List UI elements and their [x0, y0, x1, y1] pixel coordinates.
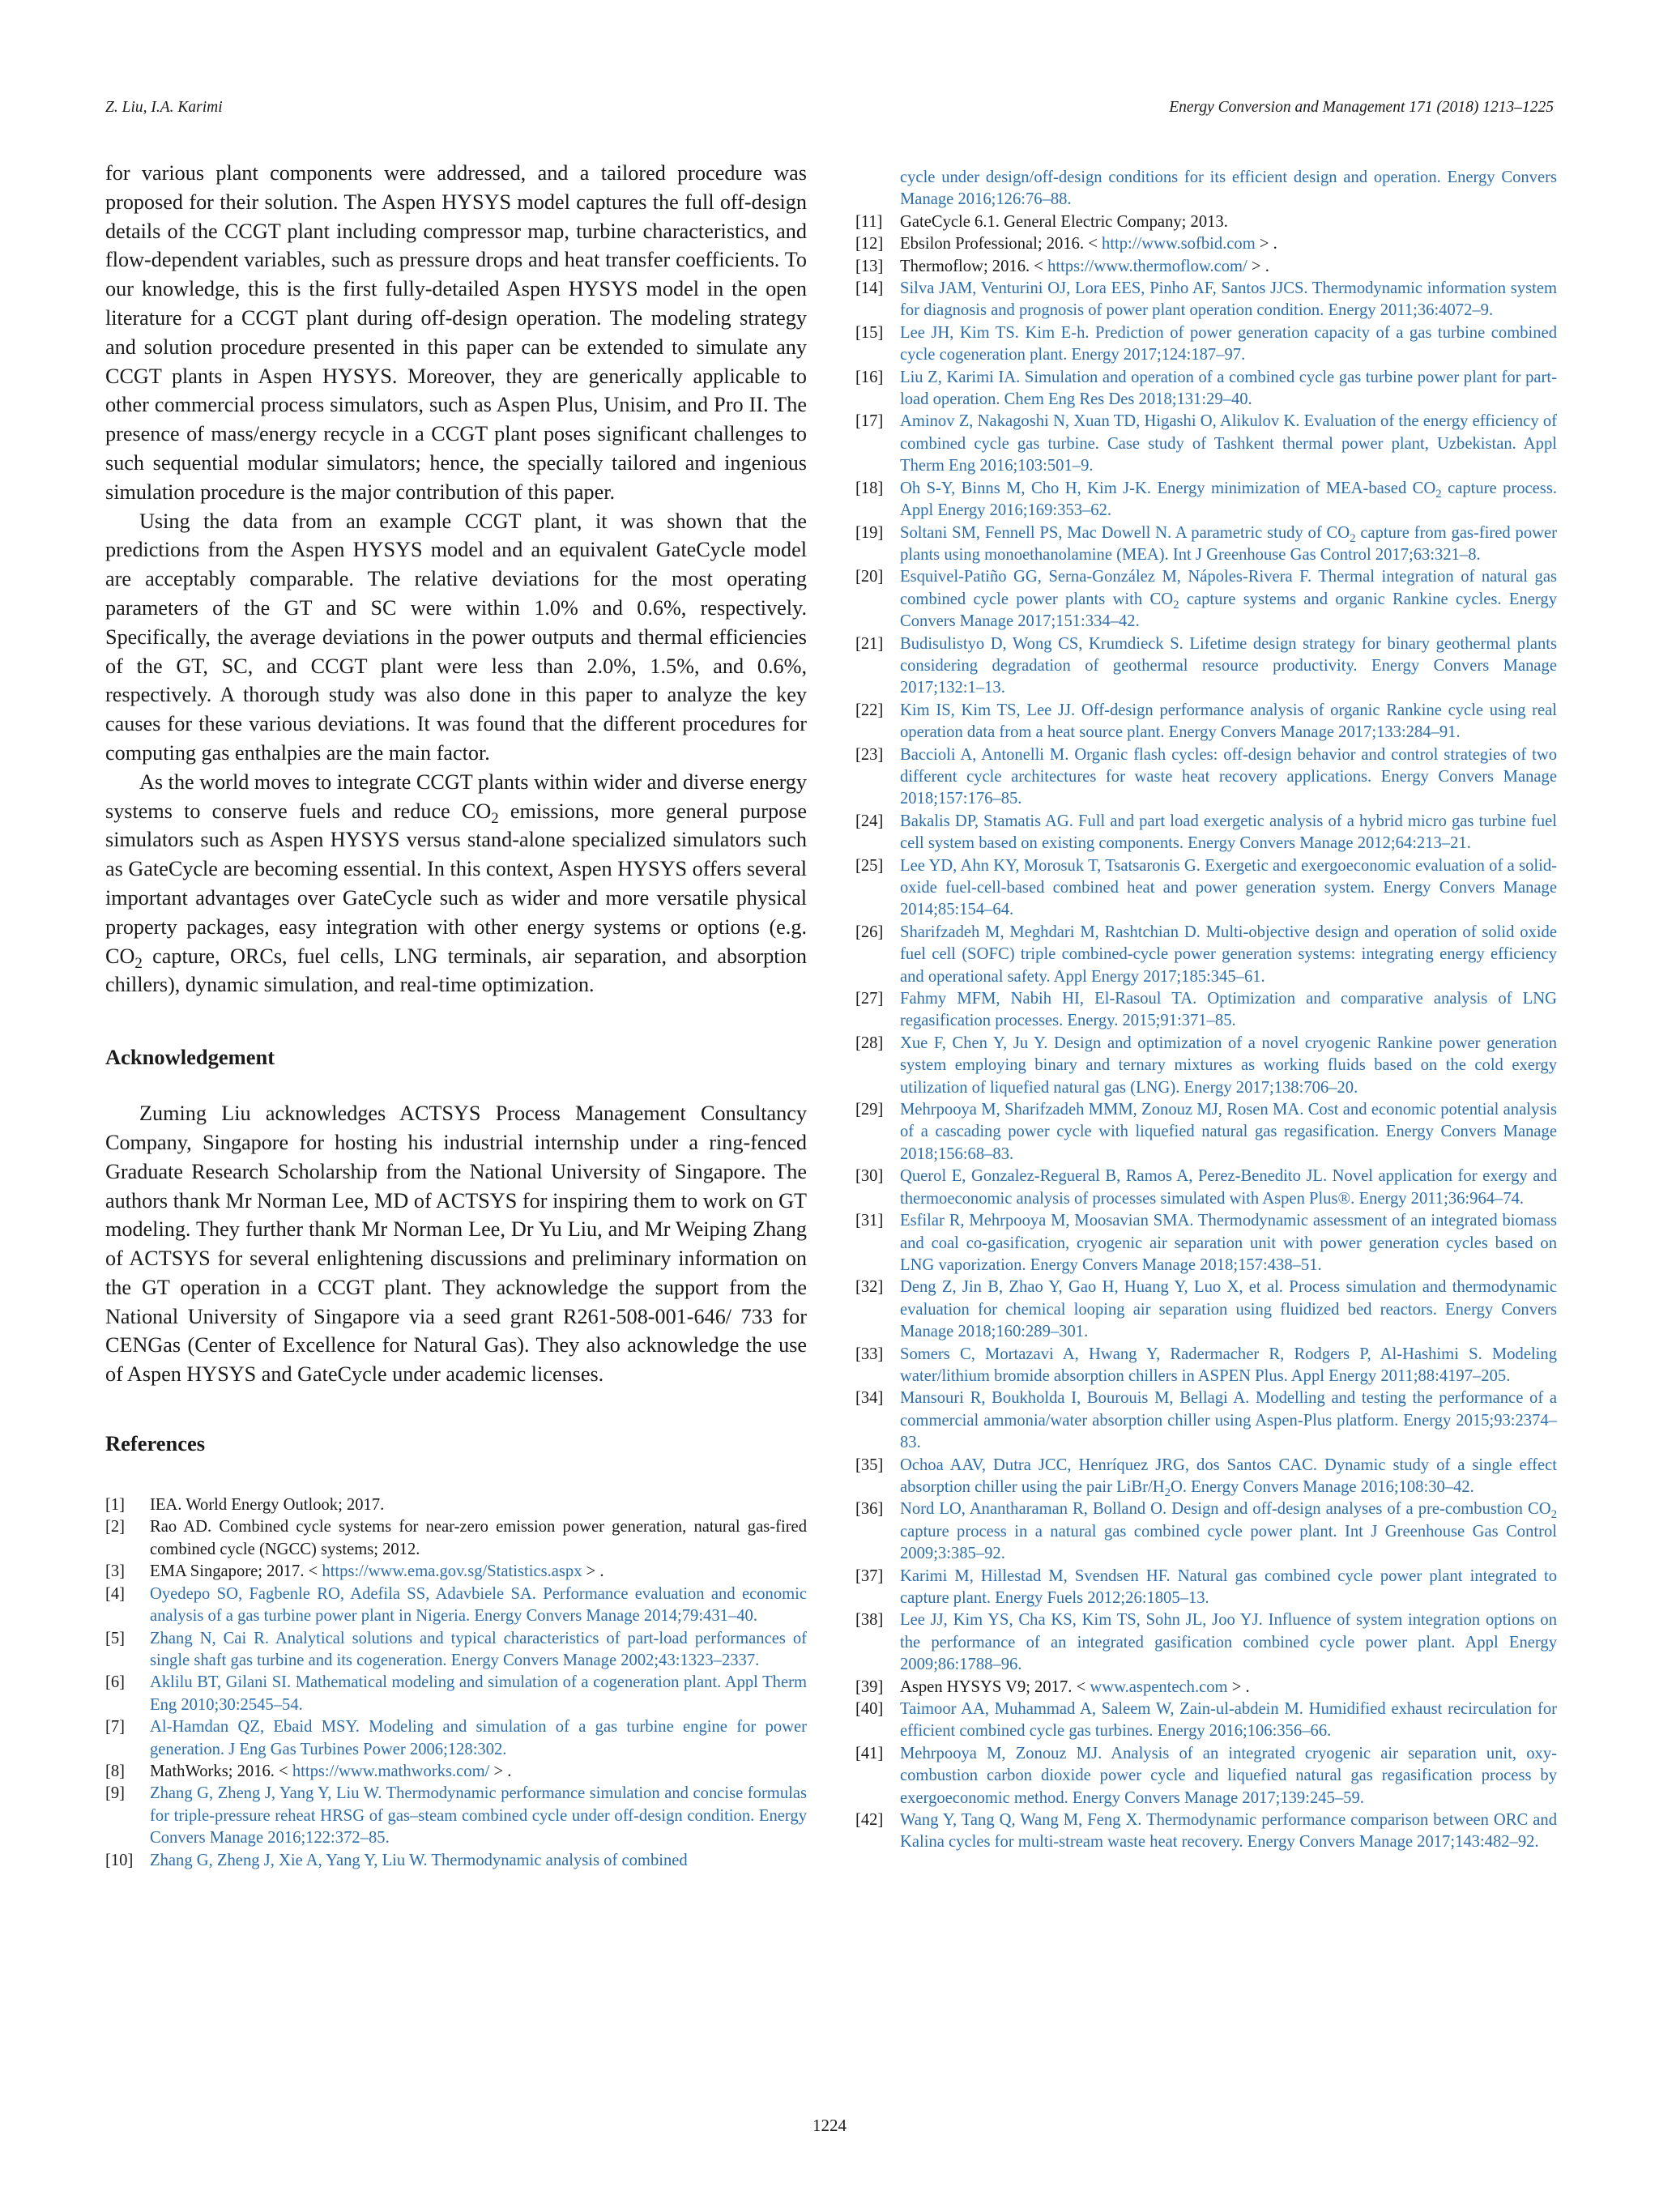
reference-24[interactable] — [855, 811, 1557, 855]
reference-text-part: Nord LO, Anantharaman R, Bolland O. Design and off-design analyses of a pre-combustion CO — [900, 1500, 1551, 1519]
para3-part-b: emissions, more general purpose simulators such as Aspen HYSYS versus stand-alone specialized simulators such as GateCycle are becoming essential. In this context, Aspen HYSYS offers several important advantages over GateCycle such as wider and more versatile physical property packages, easy integration with other energy systems or options (e.g. CO — [105, 799, 808, 968]
co2-subscript: 2 — [134, 954, 143, 972]
reference-text-part: Soltani SM, Fennell PS, Mac Dowell N. A parametric study of CO — [900, 523, 1350, 542]
reference-link[interactable]: Querol E, Gonzalez-Regueral B, Ramos A, Perez-Benedito JL. Novel application for exergy and thermoeconomic analysis of processes simulated with Aspen Plus®. Energy 2011;36:964–74. — [900, 1167, 1557, 1208]
reference-number: [41] — [855, 1744, 884, 1762]
reference-number: [30] — [855, 1167, 884, 1186]
reference-number: [9] — [105, 1784, 126, 1803]
reference-url-link[interactable]: https://www.ema.gov.sg/Statistics.aspx — [322, 1562, 582, 1581]
reference-number: [34] — [855, 1389, 884, 1408]
reference-number: [40] — [855, 1700, 884, 1719]
reference-number: [39] — [855, 1677, 884, 1696]
reference-suffix: > . — [489, 1762, 512, 1780]
reference-link[interactable]: Zhang G, Zheng J, Xie A, Yang Y, Liu W. Thermodynamic analysis of combined — [150, 1851, 688, 1869]
reference-text-part: capture from gas-fired power plants using monoethanolamine (MEA). Int J Greenhouse Gas Control 2017;63:321–8. — [900, 523, 1557, 564]
reference-link[interactable]: Xue F, Chen Y, Ju Y. Design and optimization of a novel cryogenic Rankine power generation system employing binary and ternary mixtures as working fluids based on the cold exergy utilization of liquefied natural gas (LNG). Energy 2017;138:706–20. — [900, 1034, 1557, 1097]
reference-link[interactable]: Zhang N, Cai R. Analytical solutions and typical characteristics of part-load performances of single shaft gas turbine and its cogeneration. Energy Convers Manage 2002;43:1323–2337. — [150, 1629, 807, 1669]
reference-number: [36] — [855, 1500, 884, 1519]
reference-link[interactable]: Silva JAM, Venturini OJ, Lora EES, Pinho AF, Santos JJCS. Thermodynamic information system for diagnosis and prognosis of power plant operation condition. Energy 2011;36:4072–9. — [900, 279, 1557, 320]
reference-34[interactable] — [855, 1387, 1557, 1454]
reference-20[interactable] — [855, 566, 1557, 633]
reference-38[interactable] — [855, 1609, 1557, 1676]
body-paragraph-3 — [105, 768, 807, 999]
reference-link[interactable]: Lee JJ, Kim YS, Cha KS, Kim TS, Sohn JL, Joo YJ. Influence of system integration options on the performance of an integrated gasification combined cycle power plant. Appl Energy 2009;86:1788–96. — [900, 1611, 1557, 1674]
reference-29[interactable] — [855, 1099, 1557, 1166]
reference-35[interactable] — [855, 1455, 1557, 1499]
reference-link[interactable]: Budisulistyo D, Wong CS, Krumdieck S. Lifetime design strategy for binary geothermal plants considering degradation of geothermal resource productivity. Energy Convers Manage 2017;132:1–13. — [900, 634, 1557, 697]
reference-19[interactable] — [855, 522, 1557, 567]
reference-number: [7] — [105, 1718, 126, 1737]
left-column — [105, 159, 807, 1872]
reference-number: [29] — [855, 1101, 884, 1119]
reference-40[interactable] — [855, 1698, 1557, 1743]
reference-number: [31] — [855, 1212, 884, 1230]
reference-link[interactable]: Aminov Z, Nakagoshi N, Xuan TD, Higashi O, Alikulov K. Evaluation of the energy efficiency of combined cycle gas turbine. Case study of Tashkent thermal power plant, Uzbekistan. Appl Therm Eng 2016;103:501–9. — [900, 412, 1557, 475]
reference-31[interactable] — [855, 1210, 1557, 1276]
reference-number: [14] — [855, 279, 884, 298]
reference-36[interactable] — [855, 1498, 1557, 1565]
reference-link[interactable]: Deng Z, Jin B, Zhao Y, Gao H, Huang Y, Luo X, et al. Process simulation and thermodynamic evaluation for chemical looping air separation using fluidized bed reactors. Energy Convers Manage 2018;160:289–301. — [900, 1278, 1557, 1341]
reference-number: [24] — [855, 812, 884, 830]
reference-number: [26] — [855, 923, 884, 941]
reference-number: [35] — [855, 1455, 884, 1474]
reference-number: [4] — [105, 1584, 126, 1603]
reference-number: [37] — [855, 1566, 884, 1585]
reference-1 — [105, 1494, 807, 1516]
reference-2 — [105, 1516, 807, 1561]
reference-link[interactable]: Sharifzadeh M, Meghdari M, Rashtchian D. Multi-objective design and operation of solid oxide fuel cell (SOFC) triple combined-cycle power generation systems: integrating energy efficiency and operational safety. Appl Energy 2017;185:345–61. — [900, 923, 1557, 986]
reference-number: [12] — [855, 235, 884, 254]
reference-link[interactable]: Oyedepo SO, Fagbenle RO, Adefila SS, Adavbiele SA. Performance evaluation and economic analysis of a gas turbine power plant in Nigeria. Energy Convers Manage 2014;79:431–40. — [150, 1584, 807, 1626]
reference-link[interactable]: Liu Z, Karimi IA. Simulation and operation of a combined cycle gas turbine power plant for part-load operation. Chem Eng Res Des 2018;131:29–40. — [900, 368, 1557, 409]
reference-text — [900, 1677, 1557, 1698]
reference-text — [150, 1761, 807, 1783]
reference-39 — [855, 1677, 1557, 1698]
reference-number: [20] — [855, 568, 884, 586]
reference-text-part: Ochoa AAV, Dutra JCC, Henríquez JRG, dos Santos CAC. Dynamic study of a single effect absorption chiller using the pair LiBr/H — [900, 1455, 1557, 1496]
reference-url-link[interactable]: http://www.sofbid.com — [1102, 235, 1256, 254]
reference-33[interactable] — [855, 1344, 1557, 1388]
para3-part-a: As the world moves to integrate CCGT plants within wider and diverse energy systems to conserve fuels and reduce CO — [105, 769, 807, 823]
reference-number: [10] — [105, 1851, 134, 1869]
reference-list-left — [105, 1494, 807, 1872]
reference-link[interactable]: Esfilar R, Mehrpooya M, Moosavian SMA. Thermodynamic assessment of an integrated biomass and coal co-gasification, cryogenic air separation unit with power generation cycles based on LNG vaporization. Energy Convers Manage 2018;157:438–51. — [900, 1212, 1557, 1274]
page-number: 1224 — [812, 2116, 847, 2135]
reference-number: [11] — [855, 212, 883, 231]
reference-21[interactable] — [855, 633, 1557, 700]
reference-text-part: capture process in a natural gas combined cycle power plant. Int J Greenhouse Gas Control 2009;3:385–92. — [900, 1522, 1557, 1563]
reference-number: [2] — [105, 1518, 126, 1536]
reference-link[interactable] — [900, 1498, 1557, 1565]
reference-7[interactable] — [105, 1716, 807, 1761]
reference-text-part: Esquivel-Patiño GG, Serna-González M, Nápoles-Rivera F. Thermal integration of natural gas combined cycle power plants with CO — [900, 568, 1557, 608]
running-header-authors: Z. Liu, I.A. Karimi — [105, 99, 223, 116]
co2-subscript: 2 — [1550, 1508, 1557, 1522]
reference-30[interactable] — [855, 1166, 1557, 1210]
reference-text — [900, 233, 1557, 255]
reference-link[interactable]: Mehrpooya M, Zonouz MJ. Analysis of an integrated cryogenic air separation unit, oxy-combustion carbon dioxide power cycle and liquefied natural gas regasification process by exergoeconomic method. Energy Convers Manage 2017;139:245–59. — [900, 1744, 1557, 1807]
reference-prefix: Aspen HYSYS V9; 2017. < — [900, 1677, 1090, 1696]
reference-16[interactable] — [855, 367, 1557, 411]
reference-3 — [105, 1561, 807, 1583]
body-paragraph-2: Using the data from an example CCGT plant, it was shown that the predictions from the Aspen HYSYS model and an equivalent GateCycle model are acceptably comparable. The relative deviations for the most operating parameters of the GT and SC were within 1.0% and 0.6%, respectively. Specifically, the average deviations in the power outputs and thermal efficiencies of the GT, SC, and CCGT plant were less than 2.0%, 1.5%, and 0.6%, respectively. A thorough study was also done in this paper to analyze the key causes for these various deviations. It was found that the different procedures for computing gas enthalpies are the main factor. — [105, 509, 807, 765]
reference-number: [13] — [855, 257, 884, 275]
reference-32[interactable] — [855, 1276, 1557, 1343]
para3-part-c: capture, ORCs, fuel cells, LNG terminals, air separation, and absorption chillers), dynamic simulation, and real-time optimization. — [105, 944, 807, 997]
reference-link[interactable]: Fahmy MFM, Nabih HI, El-Rasoul TA. Optimization and comparative analysis of LNG regasification processes. Energy. 2015;91:371–85. — [900, 990, 1557, 1030]
reference-text: Rao AD. Combined cycle systems for near-zero emission power generation, natural gas-fired combined cycle (NGCC) systems; 2012. — [150, 1518, 807, 1558]
reference-22[interactable] — [855, 700, 1557, 744]
reference-text-part: capture systems and organic Rankine cycles. Energy Convers Manage 2017;151:334–42. — [900, 590, 1557, 631]
reference-suffix: > . — [1255, 235, 1277, 254]
reference-number: [19] — [855, 523, 884, 542]
reference-number: [8] — [105, 1762, 126, 1780]
reference-14[interactable] — [855, 278, 1557, 322]
co2-subscript: 2 — [491, 809, 499, 827]
reference-26[interactable] — [855, 922, 1557, 988]
reference-suffix: > . — [1247, 257, 1269, 275]
reference-url-link[interactable]: https://www.thermoflow.com/ — [1047, 257, 1247, 275]
reference-text: GateCycle 6.1. General Electric Company; 2013. — [900, 212, 1228, 231]
h2o-subscript: 2 — [1164, 1486, 1171, 1500]
reference-link[interactable]: Baccioli A, Antonelli M. Organic flash cycles: off-design behavior and control strategies of two different cycle architectures for waste heat recovery applications. Energy Convers Manage 2018;157:176–85. — [900, 745, 1557, 808]
reference-number: [18] — [855, 479, 884, 497]
reference-text-part: Oh S-Y, Binns M, Cho H, Kim J-K. Energy minimization of MEA-based CO — [900, 479, 1436, 497]
reference-10[interactable] — [105, 1850, 807, 1872]
reference-link[interactable] — [900, 478, 1557, 522]
running-header-journal: Energy Conversion and Management 171 (2018) 1213–1225 — [1169, 99, 1554, 116]
reference-37[interactable] — [855, 1566, 1557, 1610]
reference-9[interactable] — [105, 1783, 807, 1849]
acknowledgement-heading: Acknowledgement — [105, 1045, 275, 1070]
reference-27[interactable] — [855, 988, 1557, 1033]
reference-link[interactable]: Mansouri R, Boukholda I, Bourouis M, Bellagi A. Modelling and testing the performance of a commercial ammonia/water absorption chiller using Aspen-Plus platform. Energy 2015;93:2374–83. — [900, 1389, 1557, 1452]
reference-number: [17] — [855, 412, 884, 431]
reference-number: [33] — [855, 1345, 884, 1363]
reference-link[interactable]: Wang Y, Tang Q, Wang M, Feng X. Thermodynamic performance comparison between ORC and Kalina cycles for multi-stream waste heat recovery. Energy Convers Manage 2017;143:482–92. — [900, 1811, 1557, 1852]
reference-10-continued[interactable]: cycle under design/off-design conditions for its efficient design and operation. Energy Convers Manage 2016;126:76–88. — [900, 168, 1557, 209]
reference-12 — [855, 233, 1557, 255]
reference-25[interactable] — [855, 855, 1557, 922]
reference-number: [25] — [855, 856, 884, 875]
reference-number: [42] — [855, 1811, 884, 1830]
reference-link[interactable]: Lee JH, Kim TS. Kim E-h. Prediction of power generation capacity of a gas turbine combined cycle cogeneration plant. Energy 2017;124:187–97. — [900, 323, 1557, 364]
reference-suffix: > . — [1227, 1677, 1250, 1696]
reference-15[interactable] — [855, 322, 1557, 367]
reference-4[interactable] — [105, 1583, 807, 1628]
reference-17[interactable] — [855, 411, 1557, 477]
references-heading: References — [105, 1431, 206, 1456]
reference-number: [23] — [855, 745, 884, 764]
reference-number: [38] — [855, 1611, 884, 1630]
reference-prefix: Ebsilon Professional; 2016. < — [900, 235, 1102, 254]
reference-link[interactable] — [900, 522, 1557, 567]
reference-url-link[interactable]: www.aspentech.com — [1090, 1677, 1228, 1696]
co2-subscript: 2 — [1350, 531, 1356, 545]
reference-number: [15] — [855, 323, 884, 342]
reference-text — [900, 256, 1557, 278]
reference-28[interactable] — [855, 1033, 1557, 1099]
reference-link[interactable] — [900, 566, 1557, 633]
reference-text — [150, 1561, 807, 1583]
reference-number: [32] — [855, 1278, 884, 1297]
reference-text: IEA. World Energy Outlook; 2017. — [150, 1496, 385, 1515]
reference-number: [21] — [855, 634, 884, 653]
reference-23[interactable] — [855, 744, 1557, 811]
reference-link[interactable]: Mehrpooya M, Sharifzadeh MMM, Zonouz MJ, Rosen MA. Cost and economic potential analysis of a cascading power cycle with liquefied natural gas regasification. Energy Convers Manage 2018;156:68–83. — [900, 1101, 1557, 1163]
reference-link[interactable]: Taimoor AA, Muhammad A, Saleem W, Zain-ul-abdein M. Humidified exhaust recirculation for efficient combined cycle gas turbines. Energy 2016;106:356–66. — [900, 1700, 1557, 1741]
reference-number: [16] — [855, 368, 884, 386]
reference-link[interactable]: Lee YD, Ahn KY, Morosuk T, Tsatsaronis G. Exergetic and exergoeconomic evaluation of a solid-oxide fuel-cell-based combined heat and power generation system. Energy Convers Manage 2014;85:154–64. — [900, 856, 1557, 919]
reference-text-part: capture process. Appl Energy 2016;169:353–62. — [900, 479, 1557, 520]
reference-number: [5] — [105, 1629, 126, 1647]
reference-suffix: > . — [582, 1562, 604, 1581]
acknowledgement-text: Zuming Liu acknowledges ACTSYS Process Management Consultancy Company, Singapore for hosting his industrial internship under a ring-fenced Graduate Research Scholarship from the National University of Singapore. The authors thank Mr Norman Lee, MD of ACTSYS for inspiring them to work on GT modeling. They further thank Mr Norman Lee, Dr Yu Liu, and Mr Weiping Zhang of ACTSYS for several enlightening discussions and preliminary information on the GT operation in a CCGT plant. They acknowledge the support from the National University of Singapore via a seed grant R261-508-001-646/ 733 for CENGas (Center of Excellence for Natural Gas). They also acknowledge the use of Aspen HYSYS and GateCycle under academic licenses. — [105, 1102, 807, 1387]
reference-link[interactable]: Zhang G, Zheng J, Yang Y, Liu W. Thermodynamic performance simulation and concise formulas for triple-pressure reheat HRSG of gas–steam combined cycle under off-design condition. Energy Convers Manage 2016;122:372–85. — [150, 1784, 807, 1848]
reference-link[interactable] — [900, 1455, 1557, 1499]
right-column — [855, 167, 1557, 1854]
reference-11 — [855, 211, 1557, 233]
body-paragraph-1: for various plant components were addressed, and a tailored procedure was proposed for their solution. The Aspen HYSYS model captures the full off-design details of the CCGT plant including compressor map, turbine characteristics, and flow-dependent variables, such as pressure drops and heat transfer coefficients. To our knowledge, this is the first fully-detailed Aspen HYSYS model in the open literature for a CCGT plant during off-design operation. The modeling strategy and solution procedure presented in this paper can be extended to simulate any CCGT plants in Aspen HYSYS. Moreover, they are generically applicable to other commercial process simulators, such as Aspen Plus, Unisim, and Pro II. The presence of mass/energy recycle in a CCGT plant poses significant challenges to such sequential modular simulators; hence, the specially tailored and ingenious simulation procedure is the major contribution of this paper. — [105, 161, 807, 504]
reference-prefix: EMA Singapore; 2017. < — [150, 1562, 322, 1581]
reference-prefix: MathWorks; 2016. < — [150, 1762, 292, 1780]
reference-link[interactable]: Al-Hamdan QZ, Ebaid MSY. Modeling and simulation of a gas turbine engine for power generation. J Eng Gas Turbines Power 2006;128:302. — [150, 1718, 807, 1758]
reference-prefix: Thermoflow; 2016. < — [900, 257, 1048, 275]
reference-number: [6] — [105, 1673, 126, 1692]
reference-text-part: O. Energy Convers Manage 2016;108:30–42. — [1171, 1477, 1474, 1496]
reference-number: [28] — [855, 1034, 884, 1052]
co2-subscript: 2 — [1435, 487, 1442, 501]
reference-5[interactable] — [105, 1628, 807, 1673]
reference-link[interactable]: Somers C, Mortazavi A, Hwang Y, Radermacher R, Rodgers P, Al-Hashimi S. Modeling water/lithium bromide absorption chillers in ASPEN Plus. Appl Energy 2011;88:4197–205. — [900, 1345, 1557, 1385]
reference-number: [3] — [105, 1562, 126, 1581]
reference-6[interactable] — [105, 1672, 807, 1716]
reference-number: [1] — [105, 1496, 126, 1515]
reference-18[interactable] — [855, 478, 1557, 522]
reference-8 — [105, 1761, 807, 1783]
co2-subscript: 2 — [1173, 598, 1179, 612]
reference-number: [27] — [855, 990, 884, 1008]
reference-link[interactable]: Kim IS, Kim TS, Lee JJ. Off-design performance analysis of organic Rankine cycle using real operation data from a heat source plant. Energy Convers Manage 2017;133:284–91. — [900, 701, 1557, 742]
reference-number: [22] — [855, 701, 884, 719]
reference-url-link[interactable]: https://www.mathworks.com/ — [292, 1762, 490, 1780]
reference-link[interactable]: Karimi M, Hillestad M, Svendsen HF. Natural gas combined cycle power plant integrated to capture plant. Energy Fuels 2012;26:1805–13. — [900, 1566, 1557, 1607]
reference-link[interactable]: Aklilu BT, Gilani SI. Mathematical modeling and simulation of a cogeneration plant. Appl Therm Eng 2010;30:2545–54. — [150, 1673, 807, 1714]
reference-42[interactable] — [855, 1809, 1557, 1854]
reference-13 — [855, 256, 1557, 278]
reference-41[interactable] — [855, 1743, 1557, 1809]
reference-link[interactable]: Bakalis DP, Stamatis AG. Full and part load exergetic analysis of a hybrid micro gas turbine fuel cell system based on existing components. Energy Convers Manage 2012;64:213–21. — [900, 812, 1557, 853]
